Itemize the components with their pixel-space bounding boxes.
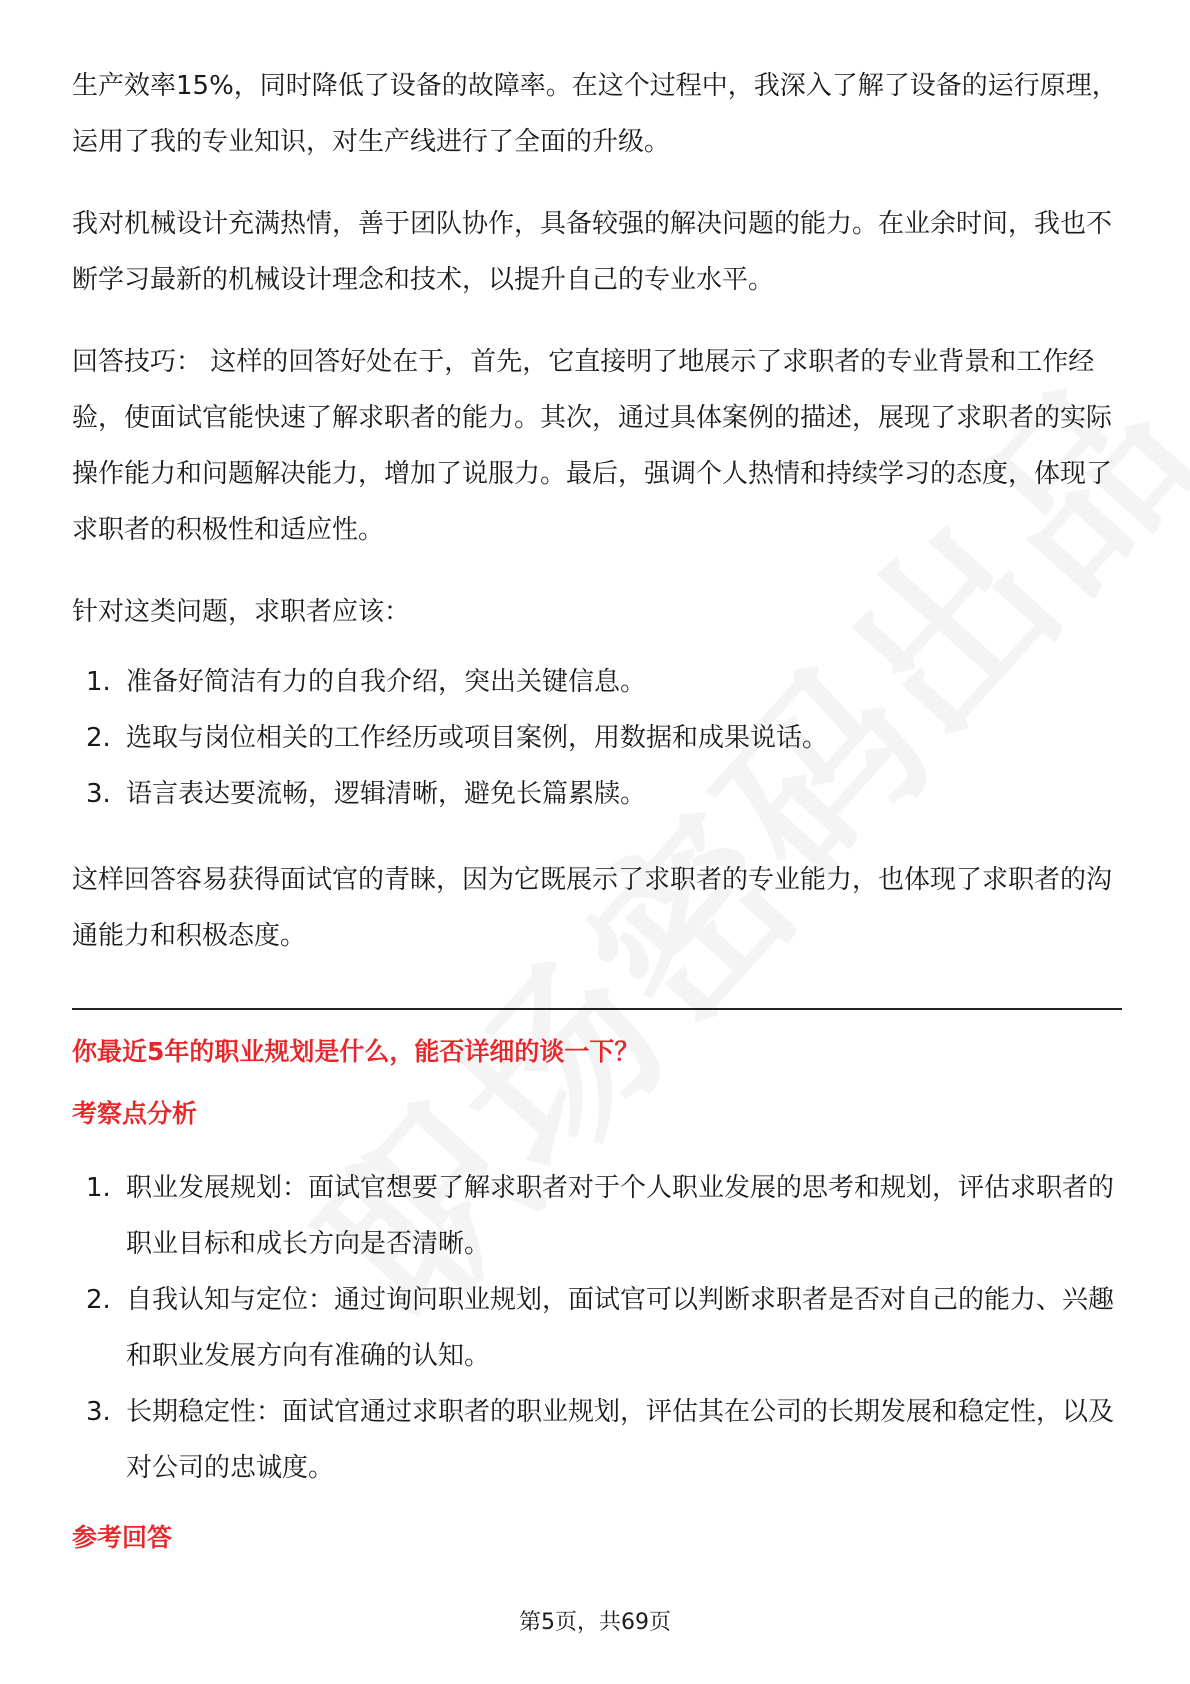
list-text: 职业发展规划：面试官想要了解求职者对于个人职业发展的思考和规划，评估求职者的职业目标和成长方向是否清晰。 bbox=[126, 1173, 1115, 1259]
list-item bbox=[72, 710, 1122, 766]
page-footer: 第5页，共69页 bbox=[519, 1610, 671, 1635]
paragraph-achievement: 生产效率15%，同时降低了设备的故障率。在这个过程中，我深入了解了设备的运行原理，运用了我的专业知识，对生产线进行了全面的升级。 bbox=[72, 71, 1118, 157]
list-text: 选取与岗位相关的工作经历或项目案例，用数据和成果说话。 bbox=[126, 723, 829, 753]
list-item bbox=[72, 1272, 1122, 1384]
list-item bbox=[72, 1160, 1122, 1272]
paragraph-answer-tips: 回答技巧： 这样的回答好处在于，首先，它直接明了地展示了求职者的专业背景和工作经验，使面试官能快速了解求职者的能力。其次，通过具体案例的描述，展现了求职者的实际操作能力和问题解决能力，增加了说服力。最后，强调个人热情和持续学习的态度，体现了求职者的积极性和适应性。 bbox=[72, 347, 1113, 545]
list-item bbox=[72, 1384, 1122, 1496]
list-text: 准备好简洁有力的自我介绍，突出关键信息。 bbox=[126, 667, 647, 697]
question-heading: 你最近5年的职业规划是什么，能否详细的谈一下？ bbox=[72, 1037, 640, 1066]
list-item bbox=[72, 654, 1122, 710]
tips-list bbox=[72, 654, 1122, 822]
list-number: 2. bbox=[86, 723, 111, 753]
list-number: 3. bbox=[86, 779, 111, 809]
list-item bbox=[72, 766, 1122, 822]
list-number: 3. bbox=[86, 1397, 111, 1427]
list-number: 1. bbox=[86, 667, 111, 697]
section-divider bbox=[72, 1008, 1122, 1010]
list-text: 自我认知与定位：通过询问职业规划，面试官可以判断求职者是否对自己的能力、兴趣和职业发展方向有准确的认知。 bbox=[126, 1285, 1115, 1371]
page-content bbox=[72, 58, 1122, 1584]
paragraph-closing: 这样回答容易获得面试官的青睐，因为它既展示了求职者的专业能力，也体现了求职者的沟通能力和积极态度。 bbox=[72, 865, 1113, 951]
list-text: 长期稳定性：面试官通过求职者的职业规划，评估其在公司的长期发展和稳定性，以及对公司的忠诚度。 bbox=[126, 1397, 1115, 1483]
answer-heading: 参考回答 bbox=[72, 1523, 173, 1552]
analysis-list bbox=[72, 1160, 1122, 1496]
paragraph-advice-intro: 针对这类问题，求职者应该： bbox=[72, 597, 411, 627]
list-number: 1. bbox=[86, 1173, 111, 1203]
analysis-heading: 考察点分析 bbox=[72, 1099, 198, 1128]
list-text: 语言表达要流畅，逻辑清晰，避免长篇累牍。 bbox=[126, 779, 647, 809]
paragraph-passion: 我对机械设计充满热情，善于团队协作，具备较强的解决问题的能力。在业余时间，我也不断学习最新的机械设计理念和技术，以提升自己的专业水平。 bbox=[72, 209, 1113, 295]
list-number: 2. bbox=[86, 1285, 111, 1315]
